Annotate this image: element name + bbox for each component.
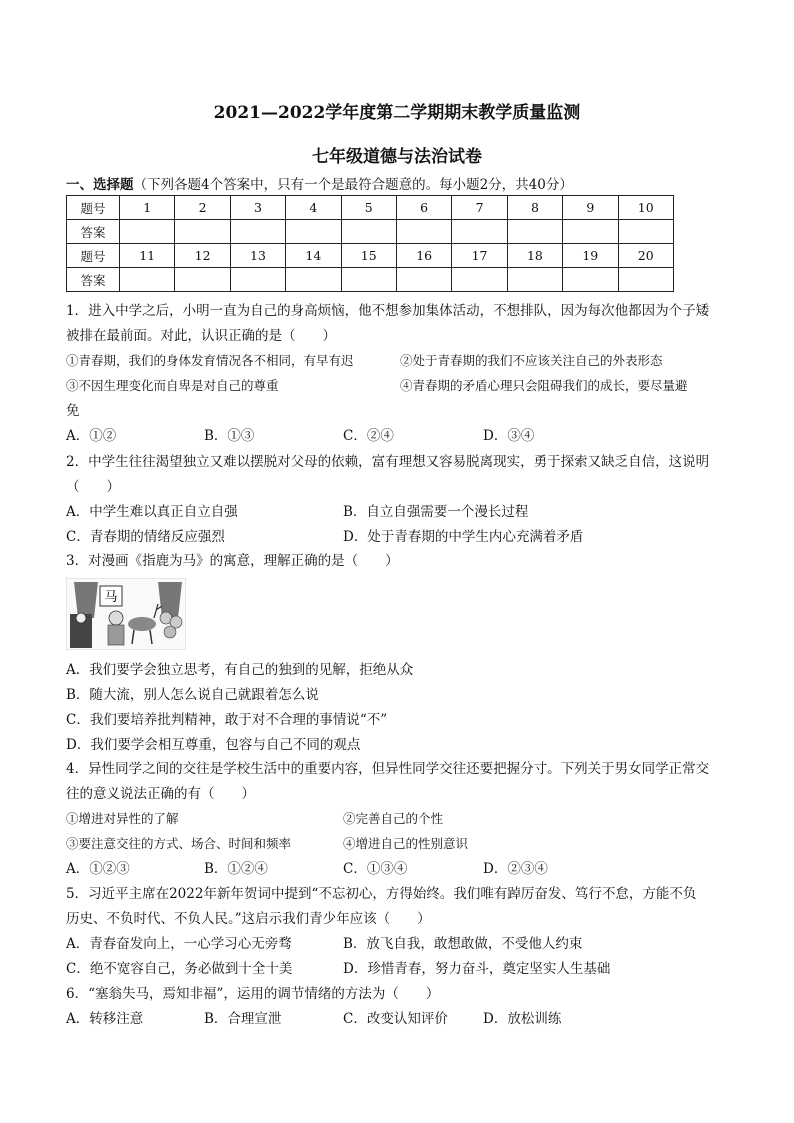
row-label-number: 题号 <box>67 196 120 220</box>
q1-option-4: ④青春期的矛盾心理只会阻碍我们的成长，要尽量避 <box>400 378 688 393</box>
exam-subtitle: 七年级道德与法治试卷 <box>312 147 482 167</box>
answer-cell[interactable] <box>286 268 341 292</box>
row-label-answer: 答案 <box>67 220 120 244</box>
q2-choice-b[interactable]: B．自立自强需要一个漫长过程 <box>343 504 529 520</box>
answer-cell[interactable] <box>120 268 175 292</box>
q6-choice-d[interactable]: D．放松训练 <box>483 1011 562 1027</box>
q4-choice-c[interactable]: C．①③④ <box>343 861 408 877</box>
q1-choice-c[interactable]: C．②④ <box>343 428 394 444</box>
question-number: 14 <box>286 244 341 268</box>
question-number: 11 <box>120 244 175 268</box>
q4-option-1: ①增进对异性的了解 <box>66 811 179 826</box>
question-number: 1 <box>120 196 175 220</box>
q6-choice-b[interactable]: B．合理宣泄 <box>204 1011 282 1027</box>
deer-body <box>128 617 156 631</box>
q5-choice-b[interactable]: B．放飞自我，敢想敢做，不受他人约束 <box>343 936 583 952</box>
answer-cell[interactable] <box>618 268 673 292</box>
curtain-right <box>158 582 182 618</box>
q3-choice-c[interactable]: C．我们要培养批判精神，敢于对不合理的事情说“不” <box>66 712 388 728</box>
question-number: 9 <box>563 196 618 220</box>
section-note: （下列各题4个答案中，只有一个是最符合题意的。每小题2分，共40分） <box>133 177 573 193</box>
row-label-answer: 答案 <box>67 268 120 292</box>
sign-text: 马 <box>104 590 118 605</box>
q1-choice-d[interactable]: D．③④ <box>483 428 535 444</box>
q4-choice-a[interactable]: A．①②③ <box>66 861 130 877</box>
q5-stem-cont: 历史、不负时代、不负人民。”这启示我们青少年应该（ ） <box>66 911 431 927</box>
official-body <box>108 625 124 645</box>
question-number: 6 <box>396 196 451 220</box>
q1-choice-a[interactable]: A．①② <box>66 428 117 444</box>
answer-cell[interactable] <box>618 220 673 244</box>
answer-cell[interactable] <box>396 268 451 292</box>
q6-choice-a[interactable]: A．转移注意 <box>66 1011 144 1027</box>
answer-cell[interactable] <box>120 220 175 244</box>
table-row <box>67 244 674 268</box>
q3-stem: 3．对漫画《指鹿为马》的寓意，理解正确的是（ ） <box>66 553 399 569</box>
answer-cell[interactable] <box>452 268 507 292</box>
q2-choice-a[interactable]: A．中学生难以真正自立自强 <box>66 504 238 520</box>
q2-choice-c[interactable]: C．青春期的情绪反应强烈 <box>66 529 225 545</box>
q1-stem-cont: 被排在最前面。对此，认识正确的是（ ） <box>66 328 336 344</box>
answer-cell[interactable] <box>396 220 451 244</box>
emperor-head <box>76 613 86 623</box>
question-number: 8 <box>507 196 562 220</box>
q1-option-4-cont: 免 <box>66 403 80 419</box>
q4-option-3: ③要注意交往的方式、场合、时间和频率 <box>66 836 292 851</box>
answer-cell[interactable] <box>175 268 230 292</box>
q1-option-1: ①青春期，我们的身体发育情况各不相同，有早有迟 <box>66 353 354 368</box>
answer-cell[interactable] <box>507 268 562 292</box>
question-number: 4 <box>286 196 341 220</box>
curtain-left <box>74 582 98 618</box>
question-number: 10 <box>618 196 673 220</box>
q5-choice-a[interactable]: A．青春奋发向上，一心学习心无旁骛 <box>66 936 292 952</box>
answer-cell[interactable] <box>230 220 285 244</box>
question-number: 7 <box>452 196 507 220</box>
q4-stem: 4．异性同学之间的交往是学校生活中的重要内容，但异性同学交往还要把握分寸。下列关于男女同学正常交 <box>66 761 710 777</box>
question-number: 16 <box>396 244 451 268</box>
section-label: 一、选择题 <box>66 177 134 193</box>
q2-choice-d[interactable]: D．处于青春期的中学生内心充满着矛盾 <box>343 529 584 545</box>
question-number: 17 <box>452 244 507 268</box>
q5-choice-d[interactable]: D．珍惜青春，努力奋斗，奠定坚实人生基础 <box>343 961 611 977</box>
question-number: 13 <box>230 244 285 268</box>
answer-cell[interactable] <box>563 268 618 292</box>
table-row <box>67 268 674 292</box>
q3-choice-a[interactable]: A．我们要学会独立思考，有自己的独到的见解，拒绝从众 <box>66 662 414 678</box>
answer-table <box>66 195 674 292</box>
q1-option-3: ③不因生理变化而自卑是对自己的尊重 <box>66 378 279 393</box>
question-number: 3 <box>230 196 285 220</box>
q1-option-2: ②处于青春期的我们不应该关注自己的外表形态 <box>400 353 663 368</box>
cartoon-image <box>66 578 186 650</box>
answer-cell[interactable] <box>230 268 285 292</box>
q6-choice-c[interactable]: C．改变认知评价 <box>343 1011 448 1027</box>
question-number: 20 <box>618 244 673 268</box>
q4-option-2: ②完善自己的个性 <box>343 811 444 826</box>
answer-cell[interactable] <box>341 220 396 244</box>
q4-choice-d[interactable]: D．②③④ <box>483 861 548 877</box>
q4-option-4: ④增进自己的性别意识 <box>343 836 469 851</box>
question-number: 15 <box>341 244 396 268</box>
q5-choice-c[interactable]: C．绝不宽容自己，务必做到十全十美 <box>66 961 293 977</box>
q2-stem-cont: （ ） <box>66 479 120 495</box>
question-number: 19 <box>563 244 618 268</box>
answer-cell[interactable] <box>341 268 396 292</box>
question-number: 5 <box>341 196 396 220</box>
q1-stem: 1．进入中学之后，小明一直为自己的身高烦恼，他不想参加集体活动，不想排队，因为每次他都因为个子矮 <box>66 303 710 319</box>
table-row <box>67 196 674 220</box>
question-number: 2 <box>175 196 230 220</box>
q4-stem-cont: 往的意义说法正确的有（ ） <box>66 786 255 802</box>
answer-cell[interactable] <box>507 220 562 244</box>
row-label-number: 题号 <box>67 244 120 268</box>
q2-stem: 2．中学生往往渴望独立又难以摆脱对父母的依赖，富有理想又容易脱离现实，勇于探索又缺乏自信，这说明 <box>66 454 710 470</box>
official-head <box>109 611 123 625</box>
exam-title: 2021—2022学年度第二学期期末教学质量监测 <box>213 103 581 123</box>
answer-cell[interactable] <box>175 220 230 244</box>
question-number: 12 <box>175 244 230 268</box>
answer-cell[interactable] <box>286 220 341 244</box>
question-number: 18 <box>507 244 562 268</box>
q3-choice-b[interactable]: B．随大流，别人怎么说自己就跟着怎么说 <box>66 687 319 703</box>
answer-cell[interactable] <box>563 220 618 244</box>
q4-choice-b[interactable]: B．①②④ <box>204 861 268 877</box>
q5-stem: 5．习近平主席在2022年新年贺词中提到“不忘初心，方得始终。我们唯有踔厉奋发、笃行不怠，方能不负 <box>66 886 697 902</box>
q1-choice-b[interactable]: B．①③ <box>204 428 255 444</box>
answer-cell[interactable] <box>452 220 507 244</box>
q6-stem: 6．“塞翁失马，焉知非福”，运用的调节情绪的方法为（ ） <box>66 986 440 1002</box>
table-row <box>67 220 674 244</box>
q3-choice-d[interactable]: D．我们要学会相互尊重，包容与自己不同的观点 <box>66 737 361 753</box>
section-heading <box>66 173 573 193</box>
